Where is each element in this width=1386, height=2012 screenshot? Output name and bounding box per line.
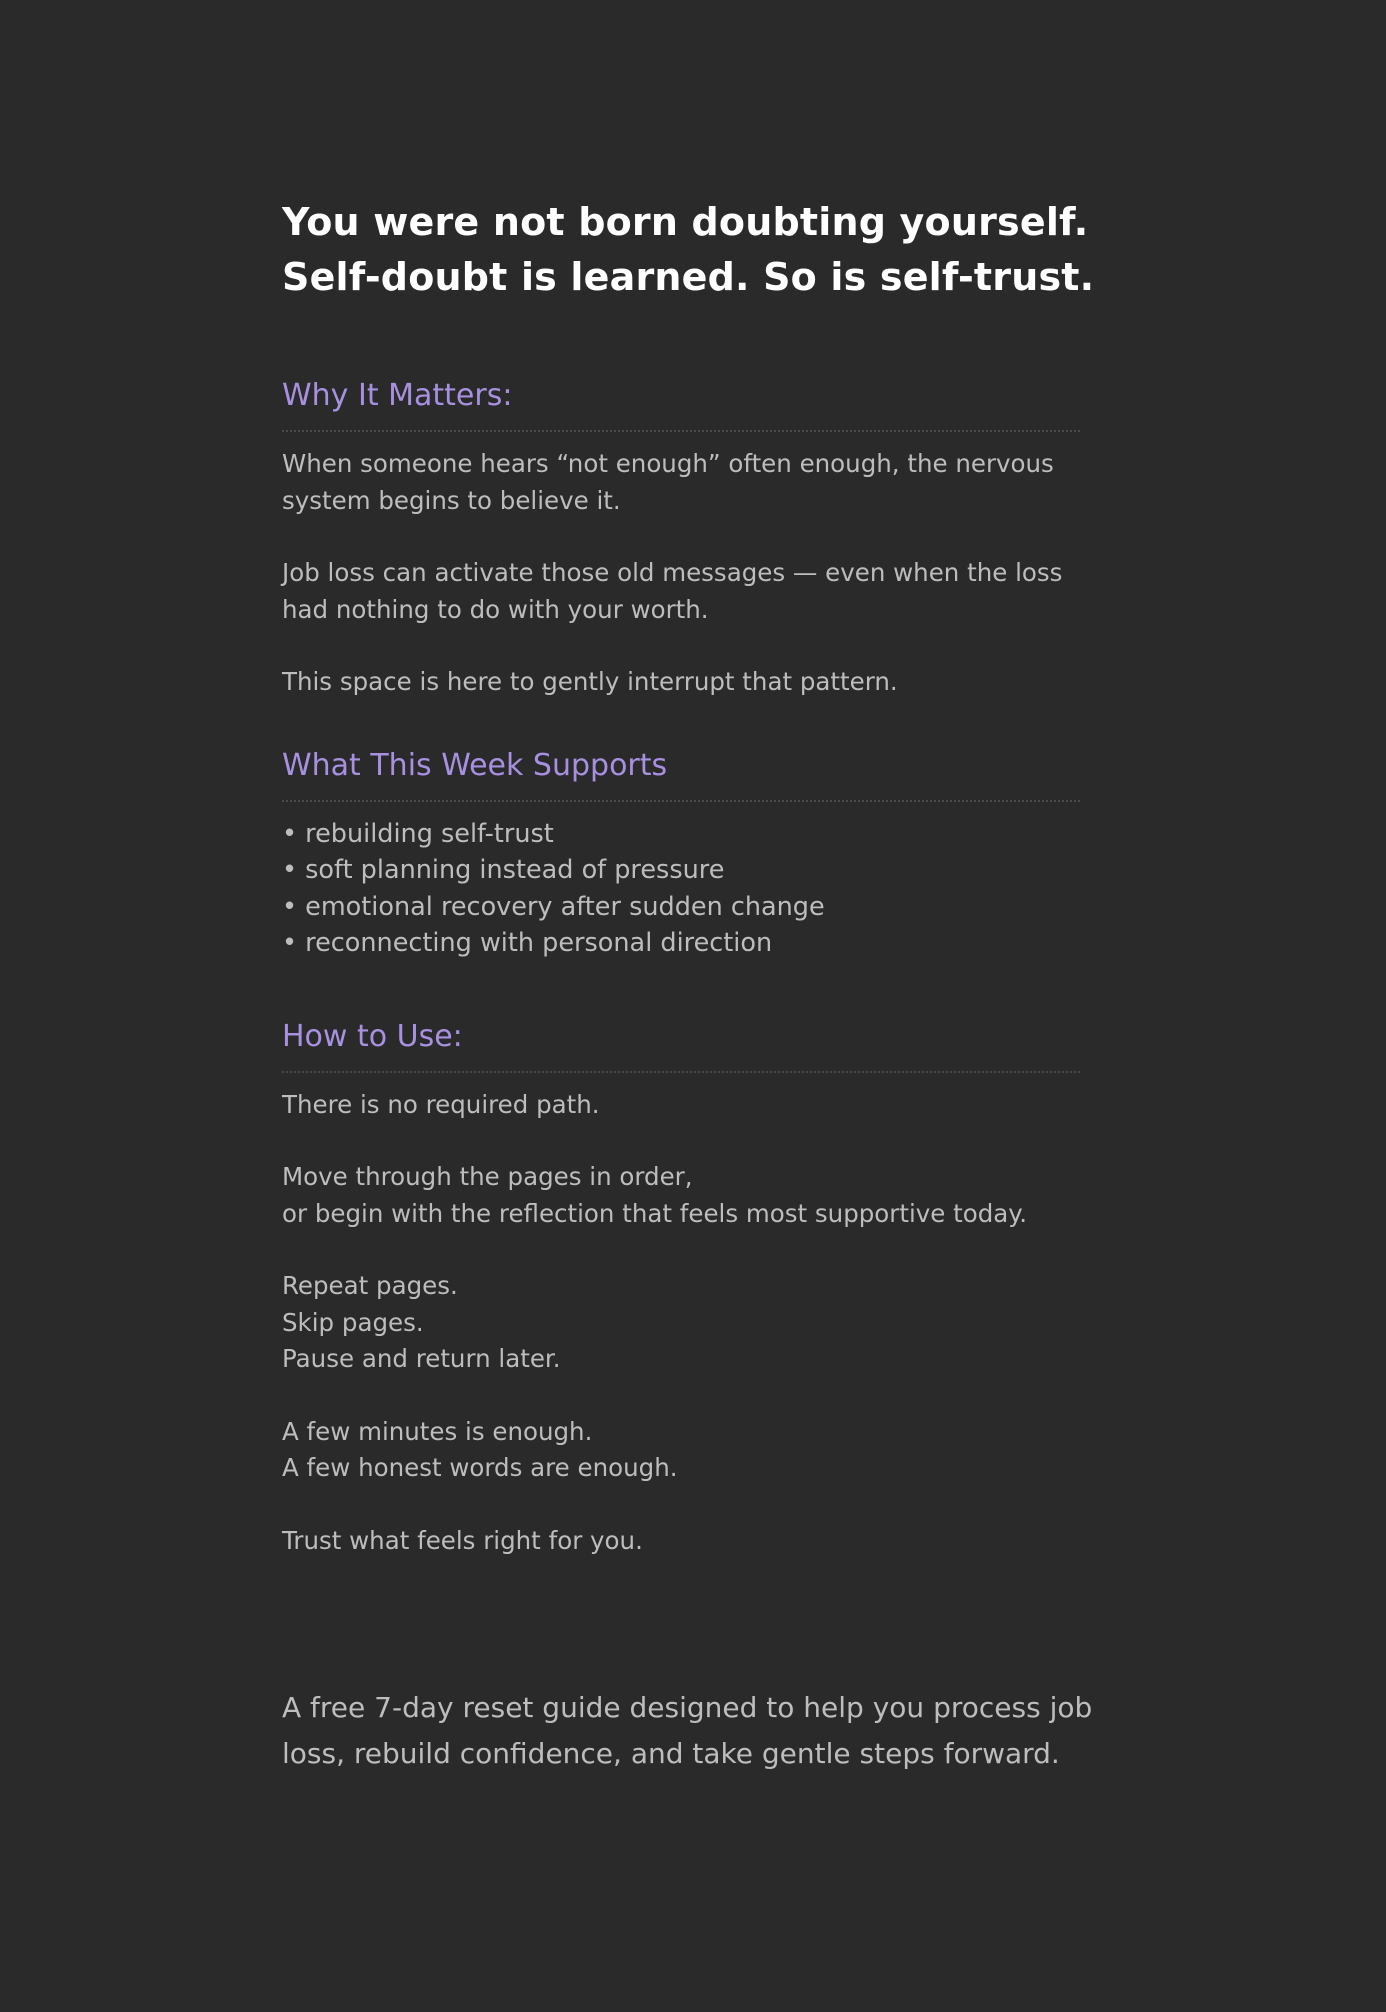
section-divider: [282, 1071, 1080, 1073]
text-line: A few honest words are enough.: [282, 1453, 678, 1482]
guide-page: [282, 195, 1142, 1777]
why-it-matters-heading: Why It Matters:: [282, 378, 513, 413]
headline-line-2: Self-doubt is learned. So is self-trust.: [282, 255, 1095, 299]
how-paragraph-1: [282, 1087, 1142, 1124]
why-paragraph-2: [282, 555, 1142, 628]
text-line: had nothing to do with your worth.: [282, 594, 709, 624]
list-item: • reconnecting with personal direction: [282, 928, 773, 958]
how-paragraph-5: [282, 1523, 1142, 1560]
how-paragraph-2: [282, 1159, 1142, 1232]
how-paragraph-4: [282, 1414, 1142, 1487]
text-line: Trust what feels right for you.: [282, 1525, 643, 1555]
headline-line-1: You were not born doubting yourself.: [282, 200, 1089, 244]
why-paragraph-1: [282, 446, 1142, 519]
text-line: Job loss can activate those old messages — even when the loss: [282, 558, 1063, 587]
page-headline: [282, 195, 1142, 305]
text-line: A free 7-day reset guide designed to help you process job: [282, 1691, 1093, 1724]
list-item: • rebuilding self-trust: [282, 818, 554, 849]
list-item: • soft planning instead of pressure: [282, 855, 725, 885]
text-line: There is no required path.: [282, 1089, 600, 1119]
guide-tagline: [282, 1685, 1142, 1777]
text-line: A few minutes is enough.: [282, 1416, 593, 1446]
how-paragraph-3: [282, 1268, 1142, 1378]
week-supports-heading: What This Week Supports: [282, 747, 668, 783]
text-line: Pause and return later.: [282, 1344, 561, 1373]
how-to-use-heading: How to Use:: [282, 1018, 463, 1054]
section-divider: [282, 430, 1080, 432]
text-line: or begin with the reflection that feels most supportive today.: [282, 1198, 1028, 1228]
text-line: Skip pages.: [282, 1307, 424, 1337]
supports-list: [282, 816, 1142, 962]
text-line: loss, rebuild confidence, and take gentle steps forward.: [282, 1737, 1060, 1770]
text-line: system begins to believe it.: [282, 485, 621, 515]
section-divider: [282, 800, 1080, 802]
text-line: Repeat pages.: [282, 1271, 458, 1300]
text-line: Move through the pages in order,: [282, 1162, 693, 1191]
text-line: This space is here to gently interrupt that pattern.: [282, 667, 898, 696]
text-line: When someone hears “not enough” often enough, the nervous: [282, 449, 1054, 478]
list-item: • emotional recovery after sudden change: [282, 891, 825, 922]
why-paragraph-3: [282, 664, 1142, 701]
